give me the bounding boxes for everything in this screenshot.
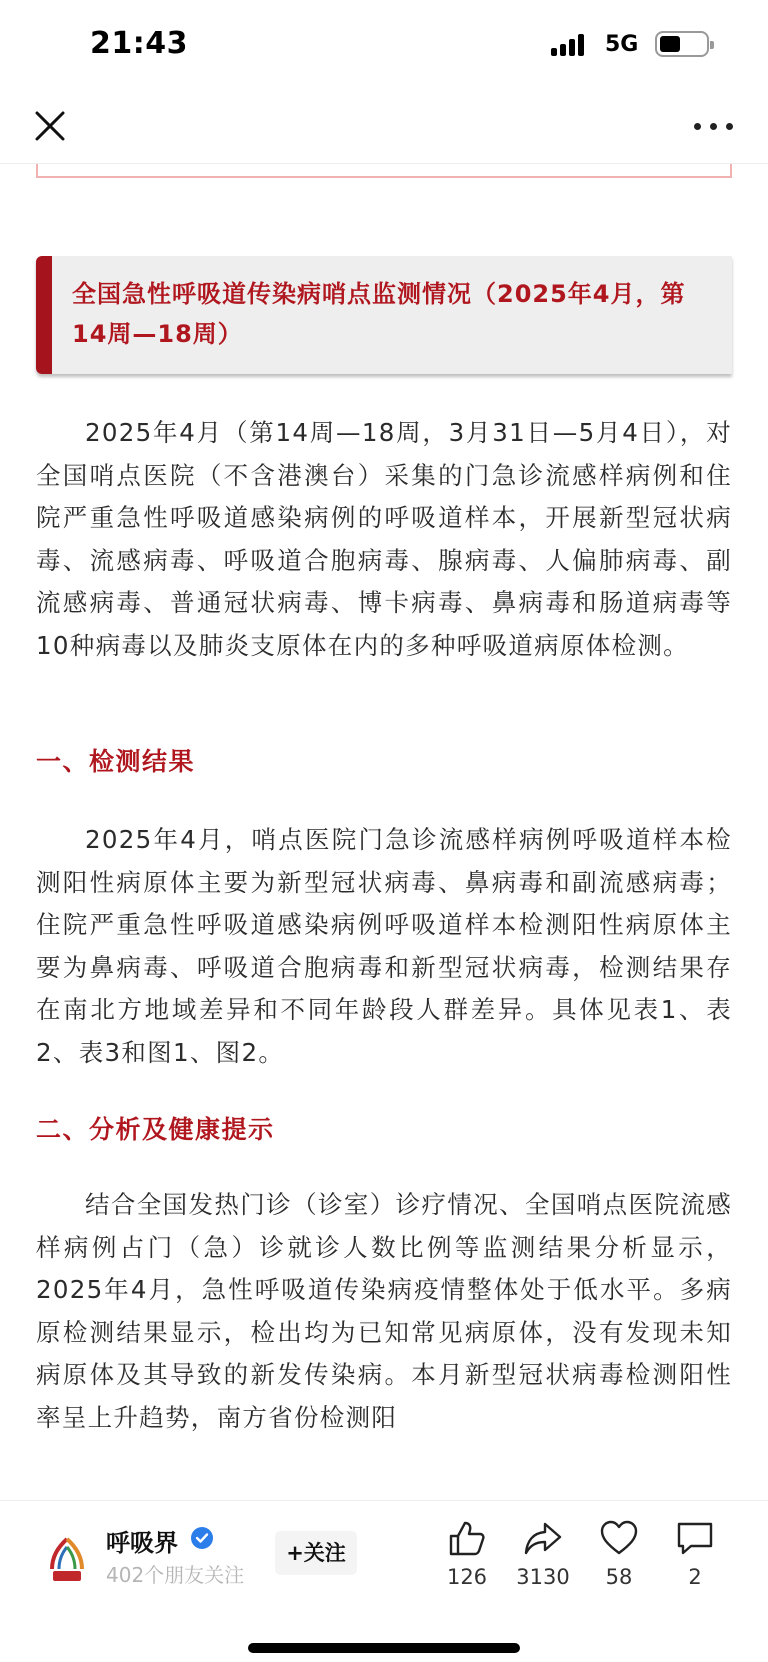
title-accent-bar xyxy=(36,256,52,374)
bottom-bar xyxy=(0,1500,768,1662)
results-paragraph: 2025年4月，哨点医院门急诊流感样病例呼吸道样本检测阳性病原体主要为新型冠状病毒、鼻病毒和副流感病毒；住院严重急性呼吸道感染病例呼吸道样本检测阳性病原体主要为鼻病毒、呼吸道合胞病毒和新型冠状病毒，检测结果存在南北方地域差异和不同年龄段人群差异。具体见表1、表2、表3和图1、图2。 xyxy=(36,825,732,1067)
follow-button[interactable]: +关注 xyxy=(275,1531,357,1575)
favorite-button[interactable] xyxy=(584,1519,654,1609)
followers-count: 402个朋友关注 xyxy=(106,1563,245,1587)
share-count: 3130 xyxy=(516,1565,570,1589)
intro-paragraph: 2025年4月（第14周—18周，3月31日—5月4日），对全国哨点医院（不含港澳台）采集的门急诊流感样病例和住院严重急性呼吸道感染病例的呼吸道样本，开展新型冠状病毒、流感病毒、呼吸道合胞病毒、腺病毒、人偏肺病毒、副流感病毒、普通冠状病毒、博卡病毒、鼻病毒和肠道病毒等10种病毒以及肺炎支原体在内的多种呼吸道病原体检测。 xyxy=(36,418,732,660)
close-button[interactable] xyxy=(28,104,72,148)
signal-icon xyxy=(551,32,587,56)
heading-results: 一、检测结果 xyxy=(36,747,196,776)
thumbs-up-icon xyxy=(447,1519,487,1557)
share-button[interactable] xyxy=(508,1519,578,1609)
article-content xyxy=(0,164,768,1500)
logo-icon xyxy=(40,1533,94,1587)
comment-button[interactable] xyxy=(660,1519,730,1609)
more-dot-icon xyxy=(694,123,701,130)
network-label: 5G xyxy=(605,32,639,57)
like-button[interactable] xyxy=(432,1519,502,1609)
share-icon xyxy=(523,1519,563,1557)
close-icon xyxy=(28,104,72,148)
comment-count: 2 xyxy=(688,1565,702,1589)
heading-analysis: 二、分析及健康提示 xyxy=(36,1115,275,1144)
heart-icon xyxy=(599,1519,639,1557)
verified-icon xyxy=(190,1526,214,1550)
more-options-button[interactable] xyxy=(690,110,738,142)
comment-icon xyxy=(675,1519,715,1557)
section-title-box xyxy=(36,256,732,374)
analysis-paragraph: 结合全国发热门诊（诊室）诊疗情况、全国哨点医院流感样病例占门（急）诊就诊人数比例等监测结果分析显示，2025年4月，急性呼吸道传染病疫情整体处于低水平。多病原检测结果显示，检出均为已知常见病原体，没有发现未知病原体及其导致的新发传染病。本月新型冠状病毒检测阳性率呈上升趋势，南方省份检测阳 xyxy=(36,1190,732,1432)
section-title: 全国急性呼吸道传染病哨点监测情况（2025年4月，第14周—18周） xyxy=(72,280,686,348)
nav-bar xyxy=(0,90,768,164)
account-avatar[interactable] xyxy=(40,1533,94,1587)
like-count: 126 xyxy=(446,1565,488,1589)
previous-box-border xyxy=(36,164,732,178)
status-bar xyxy=(0,0,768,90)
favorite-count: 58 xyxy=(605,1565,633,1589)
status-time: 21:43 xyxy=(90,26,188,61)
battery-icon xyxy=(655,31,709,57)
account-name[interactable]: 呼吸界 xyxy=(106,1529,178,1557)
home-indicator xyxy=(248,1643,520,1653)
